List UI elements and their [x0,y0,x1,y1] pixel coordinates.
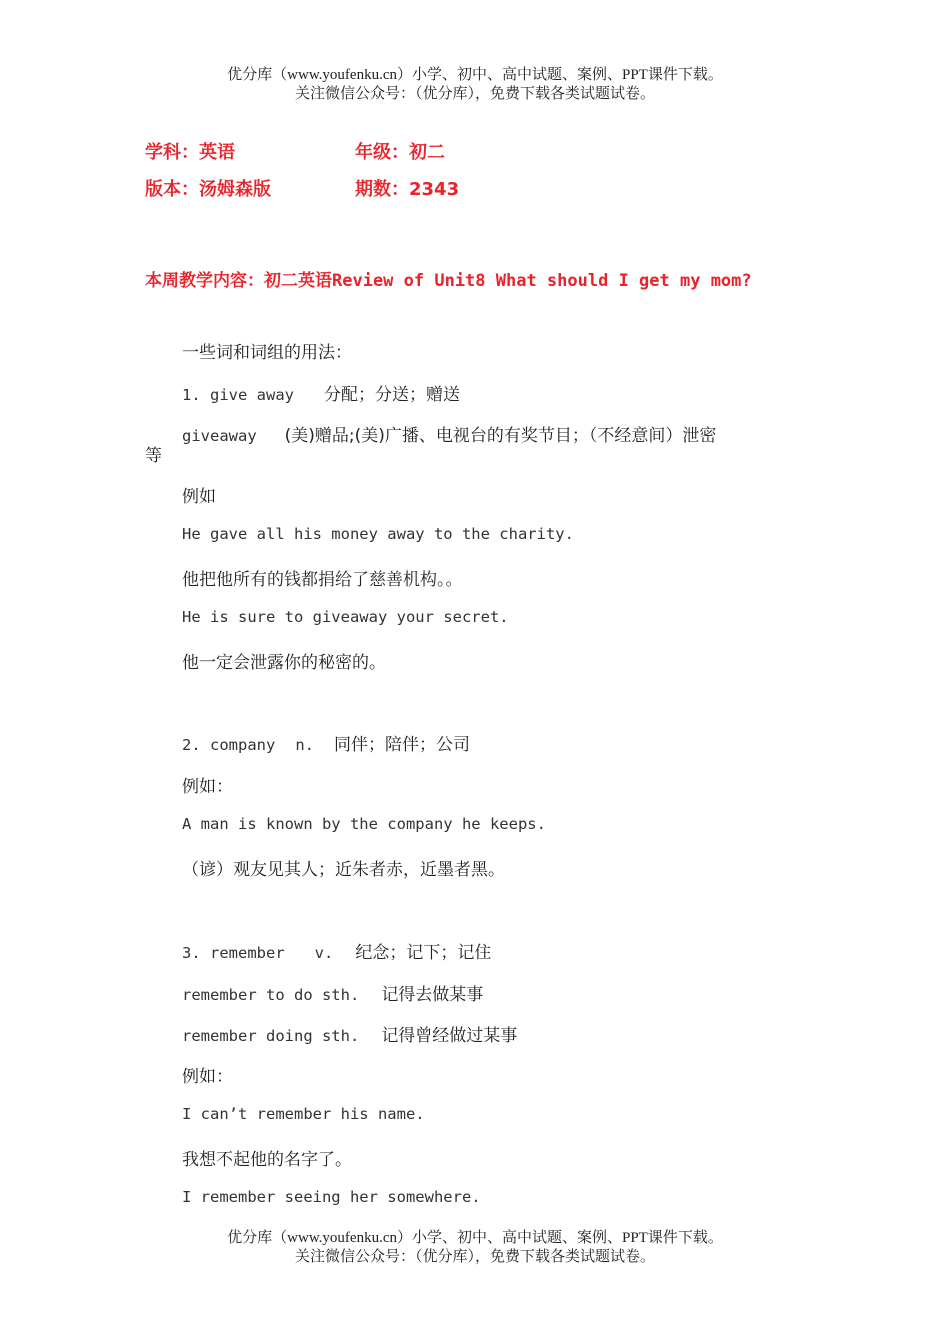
item3-heading [182,938,491,963]
item3-usage1-cn: 记得去做某事 [381,985,484,1005]
item3-example1-en: I can’t remember his name. [182,1105,425,1123]
item1-term: 1. give away [182,386,294,404]
intro-text: 一些词和词组的用法： [182,343,352,363]
item2-example-label: 例如： [182,777,233,797]
item3-usage2-en: remember doing sth. [182,1027,360,1045]
item3-usage1-en: remember to do sth. [182,986,360,1004]
item3-example1-cn: 我想不起他的名字了。 [182,1150,352,1170]
item3-example-label: 例如： [182,1067,233,1087]
issue-label: 期数：2343 [355,179,460,200]
meta-row-subject-grade [145,138,445,164]
item1-example1-en: He gave all his money away to the charity. [182,525,574,543]
header-line-2: 关注微信公众号：（优分库），免费下载各类试题试卷。 [294,86,655,102]
footer-line-2: 关注微信公众号：（优分库），免费下载各类试题试卷。 [294,1249,655,1265]
lesson-title-cjk: 本周教学内容：初二英语 [145,271,332,291]
item1-heading [182,380,460,405]
grade-label: 年级：初二 [355,142,445,163]
item1-example2-cn: 他一定会泄露你的秘密的。 [182,653,386,673]
subject-label: 学科：英语 [145,142,235,163]
lesson-title-latin: Review of Unit8 What should I get my mom? [332,271,752,291]
item1-variant [182,421,716,446]
item3-pos: v. [314,944,334,962]
header-line-1: 优分库（www.youfenku.cn）小学、初中、高中试题、案例、PPT课件下载。 [227,67,723,83]
edition-label: 版本：汤姆森版 [145,179,271,200]
item3-term: 3. remember [182,944,285,962]
item3-usage2 [182,1021,517,1046]
lesson-title [145,268,785,294]
item1-example2-en: He is sure to giveaway your secret. [182,608,509,626]
item2-heading [182,730,470,755]
item2-term: 2. company [182,736,276,754]
page-header [0,66,950,104]
meta-row-edition-issue [145,175,460,201]
item1-example-label: 例如 [182,487,216,507]
item3-meaning: 纪念；记下；记住 [355,943,492,963]
item2-meaning: 同伴；陪伴；公司 [334,735,470,755]
item1-variant-tail: 等 [145,446,162,466]
item1-meaning: 分配；分送；赠送 [323,385,460,405]
item3-usage2-cn: 记得曾经做过某事 [381,1026,518,1046]
item3-example2-en: I remember seeing her somewhere. [182,1188,481,1206]
page-footer [0,1229,950,1267]
footer-line-1: 优分库（www.youfenku.cn）小学、初中、高中试题、案例、PPT课件下载。 [227,1230,723,1246]
item1-variant-term: giveaway [182,427,257,445]
item2-pos: n. [295,736,314,754]
item1-example1-cn: 他把他所有的钱都捐给了慈善机构。。 [182,570,463,590]
item2-example1-en: A man is known by the company he keeps. [182,815,546,833]
item1-variant-meaning: (美)赠品;(美)广播、电视台的有奖节目；（不经意间）泄密 [284,426,717,446]
item3-usage1 [182,980,483,1005]
item2-example1-cn: （谚）观友见其人；近朱者赤，近墨者黑。 [182,860,505,880]
